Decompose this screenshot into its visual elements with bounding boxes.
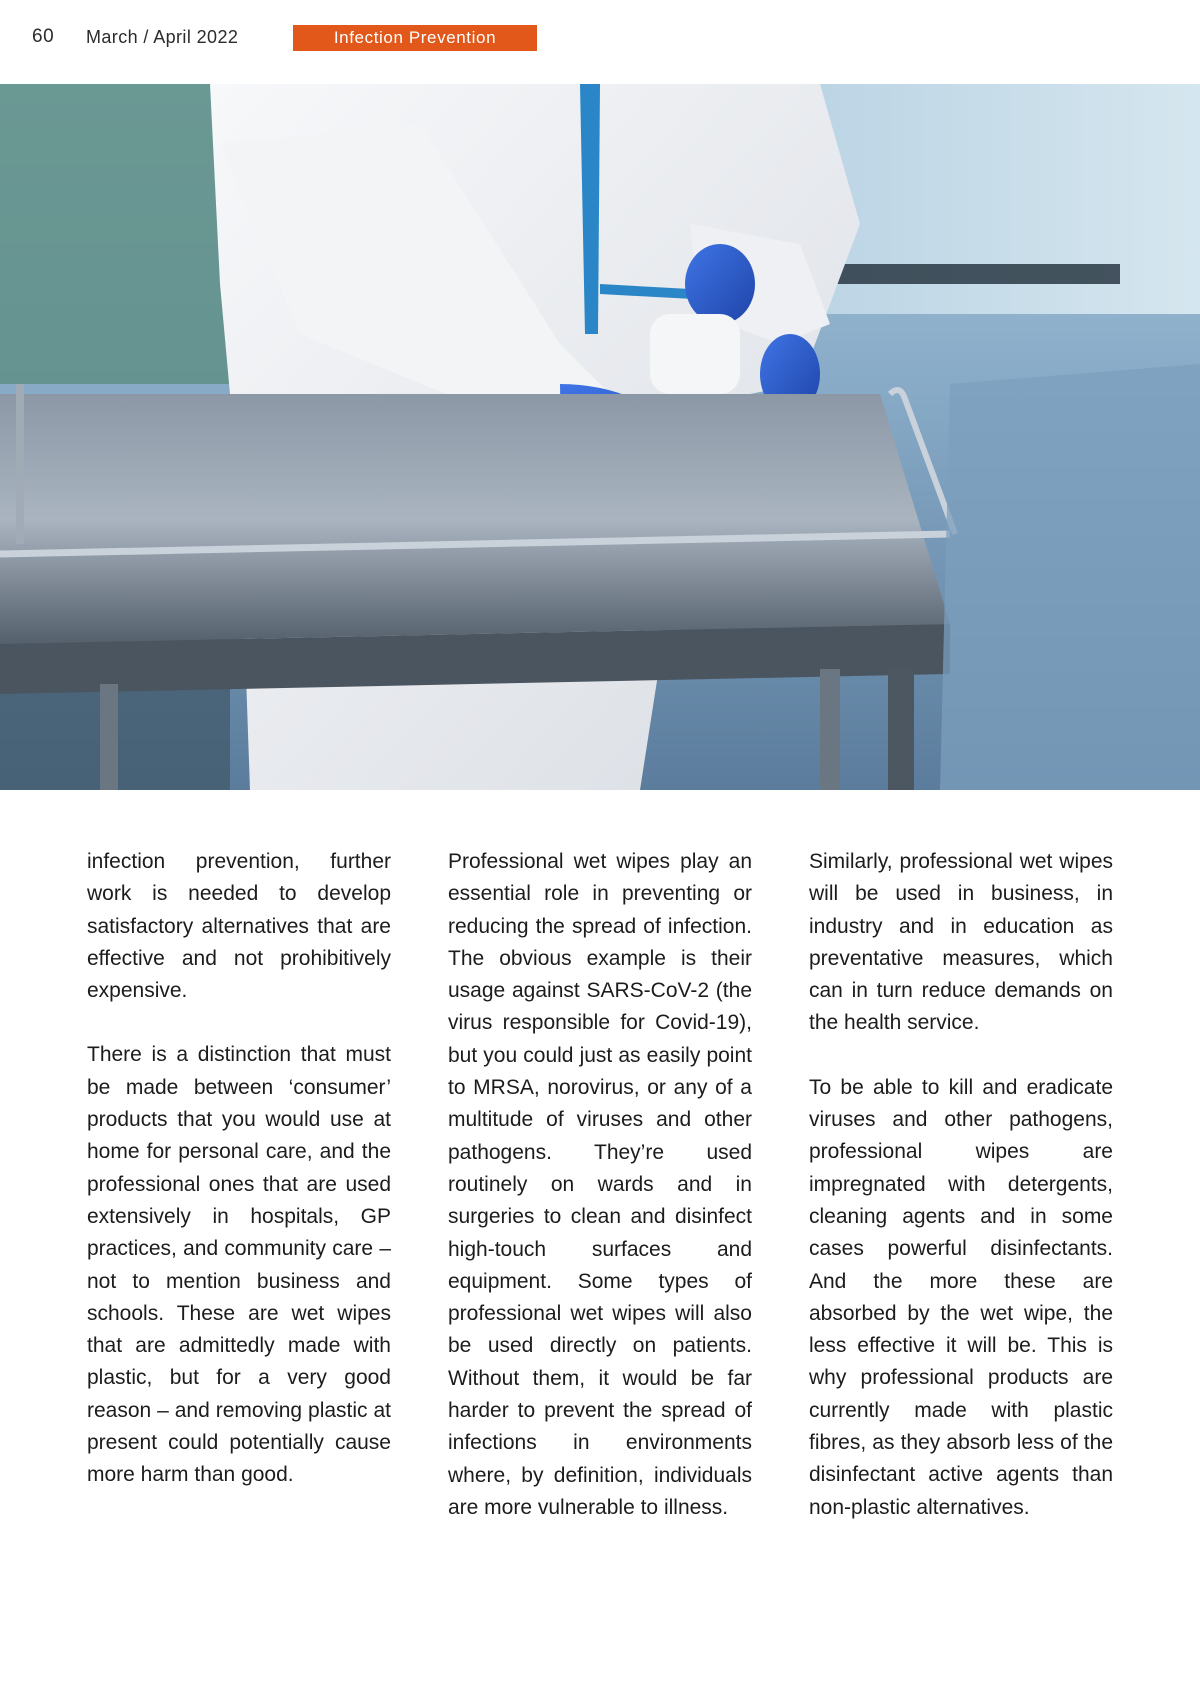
- issue-date: March / April 2022: [86, 27, 239, 47]
- green-chair: [0, 84, 230, 384]
- article-column-3: [809, 846, 1113, 1556]
- trolley-leg-right: [888, 669, 914, 790]
- article-paragraph: There is a distinction that must be made between ‘consumer’ products that you would use at home for personal care, and the professional ones that are used extensively in hospitals, GP practices, and community care – not to mention business and schools. These are wet wipes that are admittedly made with plastic, but for a very good reason – and removing plastic at present could potentially cause more harm than good.: [87, 1043, 391, 1487]
- trolley-tray: [0, 394, 950, 644]
- article-paragraph: infection prevention, further work is needed to develop satisfactory alternatives that are effective and not prohibitively expensive.: [87, 850, 391, 1003]
- article-paragraph: Similarly, professional wet wipes will be used in business, in industry and in education as preventative measures, which can in turn reduce demands on the health service.: [809, 850, 1113, 1035]
- hospital-floor: [940, 364, 1200, 790]
- article-column-2: [448, 846, 752, 1556]
- page-header: [0, 0, 1200, 84]
- hero-photo: [0, 84, 1200, 790]
- trolley-leg-center: [820, 669, 840, 790]
- trolley-leg-left: [100, 684, 118, 790]
- section-tag: Infection Prevention: [293, 25, 537, 51]
- right-glove: [685, 244, 755, 324]
- article-paragraph: Professional wet wipes play an essential role in preventing or reducing the spread of infection. The obvious example is their usage against SARS-CoV-2 (the virus responsible for Covid-19), but you could just as easily point to MRSA, norovirus, or any of a multitude of viruses and other pathogens. They’re used routinely on wards and in surgeries to clean and disinfect high-touch surfaces and equipment. Some types of professional wet wipes will also be used directly on patients. Without them, it would be far harder to prevent the spread of infections in environments where, by definition, individuals are more vulnerable to illness.: [448, 850, 752, 1519]
- page-number: 60: [32, 26, 55, 47]
- spray-bottle: [650, 314, 740, 394]
- hero-illustration: [0, 84, 1200, 790]
- article-paragraph: To be able to kill and eradicate viruses and other pathogens, professional wipes are impregnated with detergents, cleaning agents and in some cases powerful disinfectants. And the more these are absorbed by the wet wipe, the less effective it will be. This is why professional products are currently made with plastic fibres, as they absorb less of the disinfectant active agents than non-plastic alternatives.: [809, 1075, 1113, 1519]
- article-column-1: [87, 846, 391, 1524]
